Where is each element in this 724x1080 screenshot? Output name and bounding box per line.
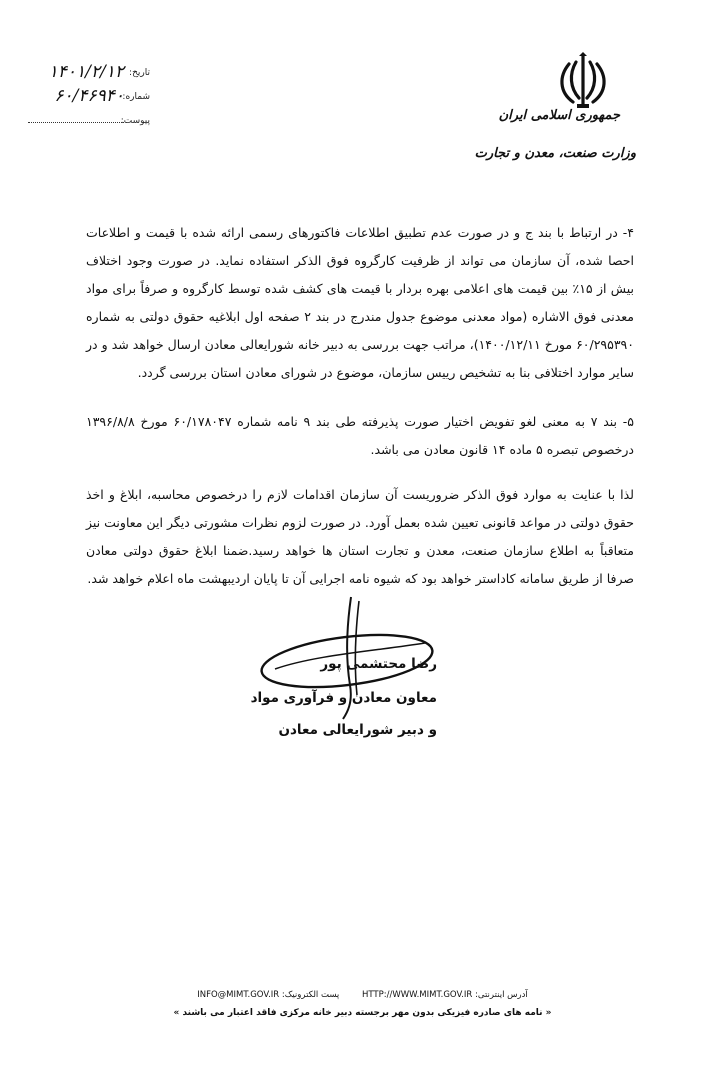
website-label: آدرس اینترنتی: [475,990,528,1000]
attachment-dots [28,122,124,123]
number-label: شماره: [122,92,150,102]
iran-emblem-icon [555,52,611,110]
footer-email [197,990,339,1000]
ministry-title: وزارت صنعت، معدن و تجارت [474,146,636,161]
paragraph-4: ۴- در ارتباط با بند ج و در صورت عدم تطبیق اطلاعات فاکتورهای رسمی ارائه شده با قیمت و اطلاعات احصا شده، آن سازمان می تواند از ظرفیت کارگروه فوق الذکر استفاده نماید. در صورت وجود اختلاف بیش از ۱۵٪ بین قیمت های اعلامی بهره بردار با قیمت های کشف شده توسط کارگروه و صرفاً برای مواد معدنی فوق الاشاره (مواد معدنی موضوع جدول مندرج در بند ۲ صفحه اول ابلاغیه حقوق دولتی به شماره ۶۰/۲۹۵۳۹۰ مورخ ۱۴۰۰/۱۲/۱۱)، مراتب جهت بررسی به دبیر خانه شورایعالی معادن ارسال خواهد شد و در سایر موارد اختلافی بنا به تشخیص رییس سازمان، موضوع در شورای معادن استان بررسی گردد. [86,224,634,380]
signer-name: رضا محتشمی پور [320,656,437,672]
republic-title: جمهوری اسلامی ایران [498,108,620,123]
paragraph-conclusion: لذا با عنایت به موارد فوق الذکر ضروریست آن سازمان اقدامات لازم را درخصوص محاسبه، ابلاغ و اخذ حقوق دولتی در مواعد قانونی تعیین شده بعمل آورد. در صورت لزوم نظرات مشورتی دیگر این معاونت نیز متعاقباً به اطلاع سازمان صنعت، معدن و تجارت استان ها خواهد رسید.ضمنا ابلاغ حقوق دولتی معادن صرفا از طریق سامانه کاداستر خواهد بود که شیوه نامه اجرایی آن تا پایان اردیبهشت ماه اعلام خواهد شد. [86,486,634,586]
website-link[interactable]: HTTP://WWW.MIMT.GOV.IR [362,990,473,1000]
date-label: تاریخ: [129,68,150,78]
attachment-row [10,110,150,134]
footer-notice: « نامه های صادره فیزیکی بدون مهر برجسته دبیر خانه مرکزی فاقد اعتبار می باشند » [173,1008,552,1018]
paragraph-5: ۵- بند ۷ به معنی لغو تفویض اختیار صورت پذیرفته طی بند ۹ نامه شماره ۶۰/۱۷۸۰۴۷ مورخ ۱۳۹۶/۸/۸ درخصوص تبصره ۵ ماده ۱۴ قانون معادن می باشد. [86,413,634,457]
signer-title-2: و دبیر شورایعالی معادن [278,722,437,738]
email-link[interactable]: INFO@MIMT.GOV.IR [197,990,280,1000]
date-value: ۱۴۰۱/۲/۱۲ [48,62,124,82]
email-label: پست الکترونیک: [281,990,340,1000]
date-row [10,62,150,86]
attachment-label: پیوست: [120,116,150,126]
number-value: ۶۰/۴۶۹۴۰ [54,86,124,106]
letter-meta [10,62,150,134]
signer-title-1: معاون معادن و فرآوری مواد [250,690,437,706]
footer-contacts [150,990,575,1000]
footer-website [362,990,528,1000]
number-row [10,86,150,110]
